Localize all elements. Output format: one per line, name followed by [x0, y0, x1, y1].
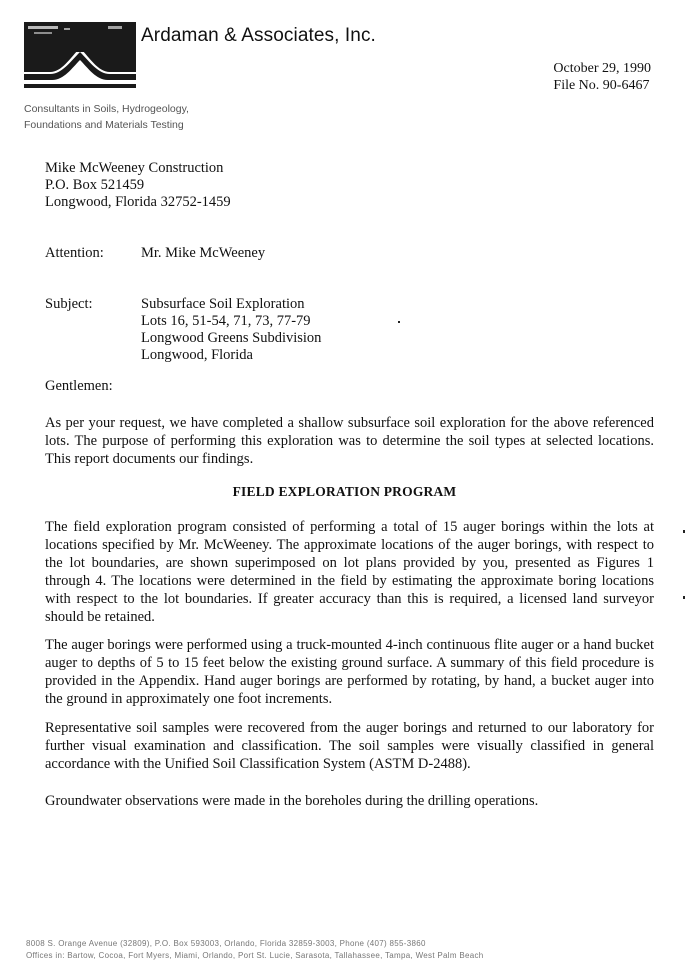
subject-line-2: Lots 16, 51-54, 71, 73, 77-79	[141, 313, 311, 329]
footer-line-2: Offices in: Bartow, Cocoa, Fort Myers, Miami, Orlando, Port St. Lucie, Sarasota, Tallahassee, Tampa, West Palm Beach	[26, 951, 484, 960]
recipient-line-2: P.O. Box 521459	[45, 177, 145, 193]
subject-line-3: Longwood Greens Subdivision	[141, 330, 322, 346]
date-file-block	[553, 60, 651, 94]
recipient-line-1: Mike McWeeney Construction	[45, 160, 224, 176]
footer-line-1: 8008 S. Orange Avenue (32809), P.O. Box 593003, Orlando, Florida 32859-3003, Phone (407) 855-3860	[26, 939, 426, 948]
file-number: File No. 90-6467	[553, 78, 650, 93]
tagline-line-1: Consultants in Soils, Hydrogeology,	[24, 103, 189, 115]
company-tagline	[24, 101, 189, 133]
subject-line-1: Subsurface Soil Exploration	[141, 296, 305, 312]
tagline-line-2: Foundations and Materials Testing	[24, 119, 184, 131]
company-name: Ardaman & Associates, Inc.	[141, 25, 376, 46]
company-logo	[24, 18, 136, 90]
intro-paragraph: As per your request, we have completed a shallow subsurface soil exploration for the above referenced lots. The purpose of performing this exploration was to determine the soil types at selected locations. This report documents our findings.	[45, 415, 654, 467]
scan-speck	[398, 321, 400, 323]
recipient-address	[45, 160, 231, 211]
paragraph-2: The auger borings were performed using a truck-mounted 4-inch continuous flite auger or a hand bucket auger to depths of 5 to 15 feet below the existing ground surface. A summary of this field procedure is provided in the Appendix. Hand auger borings are performed by rotating, by hand, a bucket auger into the ground in approximately one foot increments.	[45, 637, 654, 707]
letter-date: October 29, 1990	[553, 61, 651, 76]
subject-block	[141, 296, 321, 364]
paragraph-4: Groundwater observations were made in the boreholes during the drilling operations.	[45, 793, 539, 809]
attention-value: Mr. Mike McWeeney	[141, 245, 266, 261]
scan-speck	[683, 530, 685, 533]
recipient-line-3: Longwood, Florida 32752-1459	[45, 194, 231, 210]
section-heading: FIELD EXPLORATION PROGRAM	[232, 484, 457, 499]
subject-label: Subject:	[45, 296, 93, 312]
paragraph-3: Representative soil samples were recovered from the auger borings and returned to our laboratory for further visual examination and classification. The soil samples were visually classified in general accordance with the Unified Soil Classification System (ASTM D-2488).	[45, 720, 654, 772]
salutation: Gentlemen:	[45, 378, 113, 394]
scan-speck	[683, 596, 685, 599]
paragraph-1: The field exploration program consisted of performing a total of 15 auger borings within the lots at locations specified by Mr. McWeeney. The approximate locations of the auger borings, with respect to the lot boundaries, are shown superimposed on lot plans provided by you, presented as Figures 1 through 4. The locations were determined in the field by estimating the approximate boring locations with respect to the lot boundaries. If greater accuracy than this is required, a licensed land surveyor should be retained.	[45, 519, 654, 625]
attention-label: Attention:	[45, 245, 104, 261]
subject-line-4: Longwood, Florida	[141, 347, 253, 363]
